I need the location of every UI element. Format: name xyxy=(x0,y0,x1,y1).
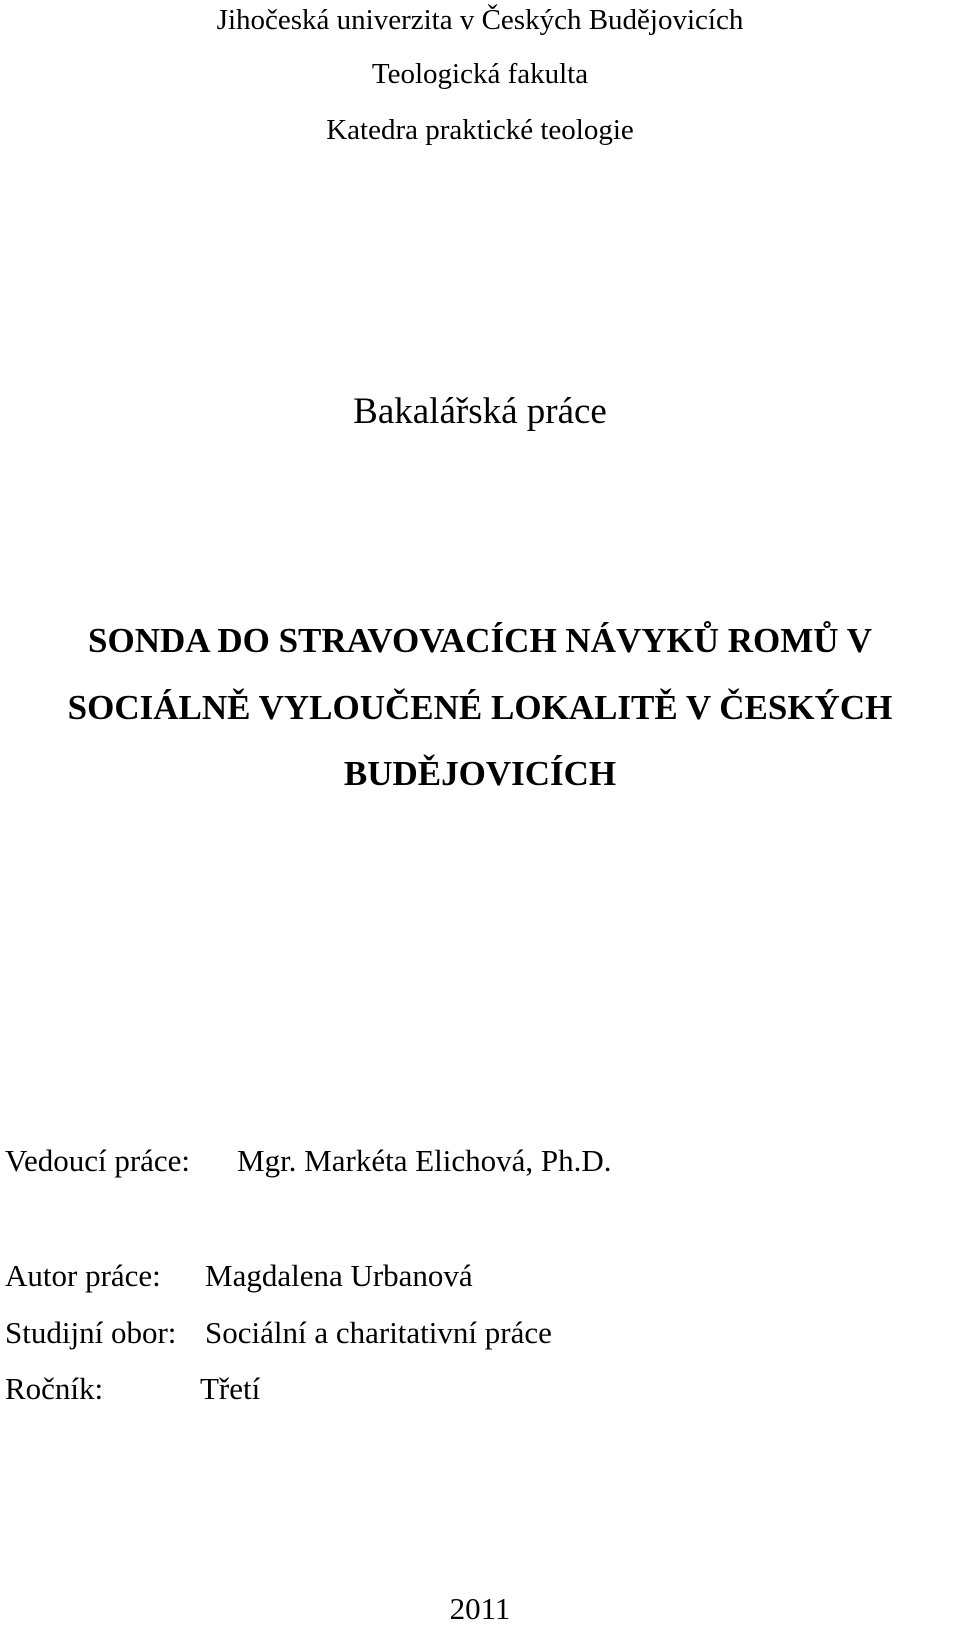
supervisor-name: Mgr. Markéta Elichová, Ph.D. xyxy=(237,1143,612,1178)
supervisor-label: Vedoucí práce: xyxy=(5,1143,191,1178)
thesis-type: Bakalářská práce xyxy=(353,391,607,432)
author-label: Autor práce: xyxy=(5,1258,161,1293)
field-value: Sociální a charitativní práce xyxy=(205,1315,552,1350)
thesis-title-line-3: BUDĚJOVICÍCH xyxy=(343,754,617,793)
thesis-title-line-2: SOCIÁLNĚ VYLOUČENÉ LOKALITĚ V ČESKÝCH xyxy=(67,688,893,727)
year: 2011 xyxy=(449,1591,511,1626)
thesis-title-line-1: SONDA DO STRAVOVACÍCH NÁVYKŮ ROMŮ V xyxy=(88,621,872,660)
faculty-name: Teologická fakulta xyxy=(371,58,589,90)
year-of-study-label: Ročník: xyxy=(5,1371,104,1406)
university-name: Jihočeská univerzita v Českých Budějovicích xyxy=(216,4,744,36)
department-name: Katedra praktické teologie xyxy=(326,114,634,146)
year-of-study-value: Třetí xyxy=(200,1371,261,1406)
author-name: Magdalena Urbanová xyxy=(205,1258,473,1293)
field-label: Studijní obor: xyxy=(5,1315,177,1350)
